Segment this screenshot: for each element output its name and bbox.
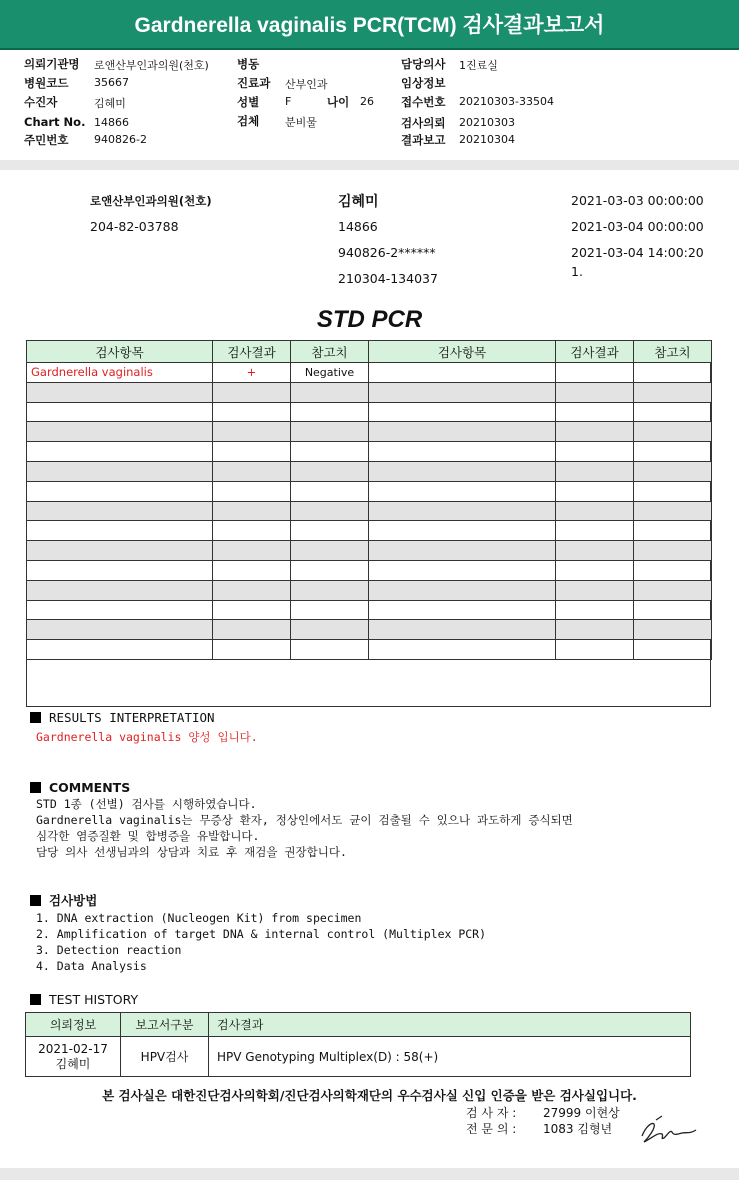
table-cell: [556, 461, 634, 481]
summary-date1: 2021-03-03 00:00:00: [571, 193, 704, 208]
dept-value: 산부인과: [285, 78, 328, 91]
table-cell: [369, 402, 556, 422]
table-cell: [27, 422, 213, 442]
recipient-value: 김혜미: [94, 97, 126, 110]
interpretation-section: [30, 710, 258, 745]
table-cell: [369, 521, 556, 541]
summary-receipt: 210304-134037: [338, 271, 438, 286]
history-section: [30, 992, 138, 1007]
tester-label: 검 사 자 :: [466, 1106, 517, 1120]
table-row: [27, 600, 712, 620]
specimen-value: 분비물: [285, 116, 317, 129]
table-cell: [556, 640, 634, 660]
history-date: 2021-02-17: [38, 1041, 108, 1056]
table-row: [27, 640, 712, 660]
comment-line: 담당 의사 선생님과의 상담과 치료 후 재검을 권장합니다.: [36, 845, 347, 859]
table-cell: [27, 600, 213, 620]
bullet-square-icon: [30, 712, 41, 723]
col-header-item-2: 검사항목: [369, 341, 556, 363]
institution-label: 의뢰기관명: [24, 57, 80, 71]
table-row: [27, 541, 712, 561]
interpretation-text: Gardnerella vaginalis 양성 입니다.: [36, 730, 258, 744]
table-cell: [213, 442, 291, 462]
table-cell: [369, 422, 556, 442]
method-line: 2. Amplification of target DNA & internal control (Multiplex PCR): [36, 927, 487, 941]
table-row: [27, 382, 712, 402]
table-cell: [27, 560, 213, 580]
table-cell: [213, 382, 291, 402]
table-cell: [291, 422, 369, 442]
table-cell: [213, 640, 291, 660]
table-cell: [556, 580, 634, 600]
comments-section: [30, 780, 573, 860]
doctor-value: 1진료실: [459, 59, 498, 72]
receipt-label: 접수번호: [401, 95, 446, 109]
table-cell: [291, 501, 369, 521]
table-cell: [213, 580, 291, 600]
sex-label: 성별: [237, 95, 260, 109]
table-cell: [369, 363, 556, 383]
summary-biz-no: 204-82-03788: [90, 219, 179, 234]
history-name: 김혜미: [55, 1056, 91, 1071]
history-type: HPV검사: [121, 1037, 209, 1077]
history-result: HPV Genotyping Multiplex(D) : 58(+): [209, 1037, 691, 1077]
tester-value: 27999 이현상: [543, 1106, 620, 1120]
recipient-label: 수진자: [24, 95, 58, 109]
history-col-type: 보고서구분: [121, 1013, 209, 1037]
table-cell: [634, 521, 712, 541]
summary-date3-suffix: 1.: [571, 264, 583, 279]
table-cell: [556, 501, 634, 521]
hospital-code-value: 35667: [94, 76, 129, 89]
table-cell: [556, 521, 634, 541]
result-reference: Negative: [291, 363, 369, 383]
chart-value: 14866: [94, 116, 129, 129]
summary-patient: 김혜미: [338, 194, 379, 210]
age-label: 나이: [327, 95, 350, 109]
table-cell: [369, 620, 556, 640]
bottom-divider: [0, 1168, 739, 1180]
table-cell: [634, 640, 712, 660]
specialist-value: 1083 김형년: [543, 1122, 613, 1136]
ward-label: 병동: [237, 57, 260, 71]
col-header-result-2: 검사결과: [556, 341, 634, 363]
table-cell: [634, 580, 712, 600]
summary-resident: 940826-2******: [338, 245, 436, 260]
table-cell: [27, 481, 213, 501]
history-col-request: 의뢰정보: [26, 1013, 121, 1037]
table-cell: [27, 541, 213, 561]
table-cell: [634, 363, 712, 383]
table-cell: [369, 382, 556, 402]
bullet-square-icon: [30, 895, 41, 906]
table-cell: [27, 640, 213, 660]
report-title: Gardnerella vaginalis PCR(TCM) 검사결과보고서: [0, 0, 739, 50]
table-cell: [213, 541, 291, 561]
table-row: [27, 422, 712, 442]
table-cell: [369, 461, 556, 481]
table-cell: [27, 461, 213, 481]
age-value: 26: [360, 95, 374, 108]
summary-clinic: 로앤산부인과의원(천호): [90, 194, 212, 208]
method-line: 1. DNA extraction (Nucleogen Kit) from specimen: [36, 911, 362, 925]
interpretation-heading: RESULTS INTERPRETATION: [49, 710, 215, 725]
sex-value: F: [285, 95, 292, 108]
method-heading: 검사방법: [49, 893, 98, 908]
table-cell: [556, 481, 634, 501]
receipt-value: 20210303-33504: [459, 95, 554, 108]
request-value: 20210303: [459, 116, 515, 129]
method-section: [30, 891, 486, 974]
table-cell: [291, 640, 369, 660]
table-cell: [634, 620, 712, 640]
table-cell: [291, 580, 369, 600]
table-cell: [291, 620, 369, 640]
table-cell: [369, 560, 556, 580]
table-cell: [291, 541, 369, 561]
table-cell: [556, 422, 634, 442]
table-row: [27, 560, 712, 580]
table-cell: [27, 442, 213, 462]
table-cell: [556, 442, 634, 462]
table-cell: [556, 541, 634, 561]
table-cell: [213, 501, 291, 521]
patient-info: [0, 56, 739, 158]
table-row: [27, 620, 712, 640]
table-cell: [213, 422, 291, 442]
table-row: [27, 521, 712, 541]
table-cell: [27, 521, 213, 541]
table-row: [27, 442, 712, 462]
table-cell: [213, 402, 291, 422]
divider: [0, 160, 739, 170]
table-cell: [291, 600, 369, 620]
report-value: 20210304: [459, 133, 515, 146]
table-cell: [213, 560, 291, 580]
table-cell: [556, 600, 634, 620]
comment-line: STD 1종 (선별) 검사를 시행하였습니다.: [36, 797, 257, 811]
table-cell: [634, 560, 712, 580]
summary-date3: 2021-03-04 14:00:20: [571, 245, 704, 260]
report-label: 결과보고: [401, 133, 446, 147]
specimen-label: 검체: [237, 114, 260, 128]
table-cell: [369, 541, 556, 561]
history-col-result: 검사결과: [209, 1013, 691, 1037]
table-cell: [634, 481, 712, 501]
table-cell: [213, 481, 291, 501]
table-cell: [556, 382, 634, 402]
table-cell: [213, 461, 291, 481]
section-title: STD PCR: [316, 306, 423, 333]
clinical-label: 임상정보: [401, 76, 446, 90]
col-header-reference-2: 참고치: [634, 341, 712, 363]
certification-note: 본 검사실은 대한진단검사의학회/진단검사의학재단의 우수검사실 신입 인증을 받은 검사실입니다.: [102, 1088, 637, 1103]
table-row: [27, 402, 712, 422]
signature-image: [638, 1114, 700, 1146]
results-table: [26, 340, 711, 707]
table-row: [27, 481, 712, 501]
hospital-code-label: 병원코드: [24, 76, 69, 90]
table-row: [26, 1037, 691, 1077]
table-cell: [634, 422, 712, 442]
bullet-square-icon: [30, 782, 41, 793]
col-header-reference: 참고치: [291, 341, 369, 363]
table-cell: [27, 620, 213, 640]
resident-value: 940826-2: [94, 133, 147, 146]
method-line: 4. Data Analysis: [36, 959, 147, 973]
table-cell: [634, 541, 712, 561]
summary-block: [0, 170, 739, 300]
summary-date2: 2021-03-04 00:00:00: [571, 219, 704, 234]
dept-label: 진료과: [237, 76, 271, 90]
resident-label: 주민번호: [24, 133, 69, 147]
table-cell: [213, 600, 291, 620]
col-header-result: 검사결과: [213, 341, 291, 363]
institution-value: 로앤산부인과의원(천호): [94, 59, 209, 72]
table-cell: [634, 382, 712, 402]
table-cell: [213, 620, 291, 640]
comment-line: 심각한 염증질환 및 합병증을 유발합니다.: [36, 829, 260, 843]
specialist-label: 전 문 의 :: [466, 1122, 517, 1136]
table-cell: [291, 521, 369, 541]
comments-heading: COMMENTS: [49, 780, 131, 795]
table-cell: [369, 481, 556, 501]
table-cell: [291, 461, 369, 481]
chart-label: Chart No.: [24, 115, 86, 129]
history-table: [25, 1012, 691, 1077]
table-cell: [634, 442, 712, 462]
doctor-label: 담당의사: [401, 57, 446, 71]
table-cell: [556, 363, 634, 383]
result-item: Gardnerella vaginalis: [27, 363, 213, 383]
table-cell: [369, 580, 556, 600]
table-cell: [291, 442, 369, 462]
table-cell: [556, 402, 634, 422]
table-cell: [291, 560, 369, 580]
col-header-item: 검사항목: [27, 341, 213, 363]
table-cell: [634, 461, 712, 481]
table-row: [27, 501, 712, 521]
table-cell: [291, 481, 369, 501]
summary-chart: 14866: [338, 219, 378, 234]
table-cell: [369, 442, 556, 462]
request-label: 검사의뢰: [401, 116, 446, 130]
table-cell: [634, 600, 712, 620]
table-cell: [634, 402, 712, 422]
table-cell: [27, 382, 213, 402]
table-cell: [369, 600, 556, 620]
table-cell: [291, 402, 369, 422]
result-value: +: [213, 363, 291, 383]
table-cell: [634, 501, 712, 521]
table-row: [27, 580, 712, 600]
table-row: [27, 363, 712, 383]
table-cell: [556, 620, 634, 640]
table-cell: [213, 521, 291, 541]
table-cell: [27, 501, 213, 521]
table-cell: [369, 640, 556, 660]
bullet-square-icon: [30, 994, 41, 1005]
comment-line: Gardnerella vaginalis는 무증상 환자, 정상인에서도 균이 검출될 수 있으나 과도하게 증식되면: [36, 813, 573, 827]
table-cell: [27, 580, 213, 600]
table-cell: [556, 560, 634, 580]
table-row: [27, 461, 712, 481]
history-heading: TEST HISTORY: [49, 992, 139, 1007]
table-cell: [369, 501, 556, 521]
table-cell: [27, 402, 213, 422]
method-line: 3. Detection reaction: [36, 943, 182, 957]
table-cell: [291, 382, 369, 402]
